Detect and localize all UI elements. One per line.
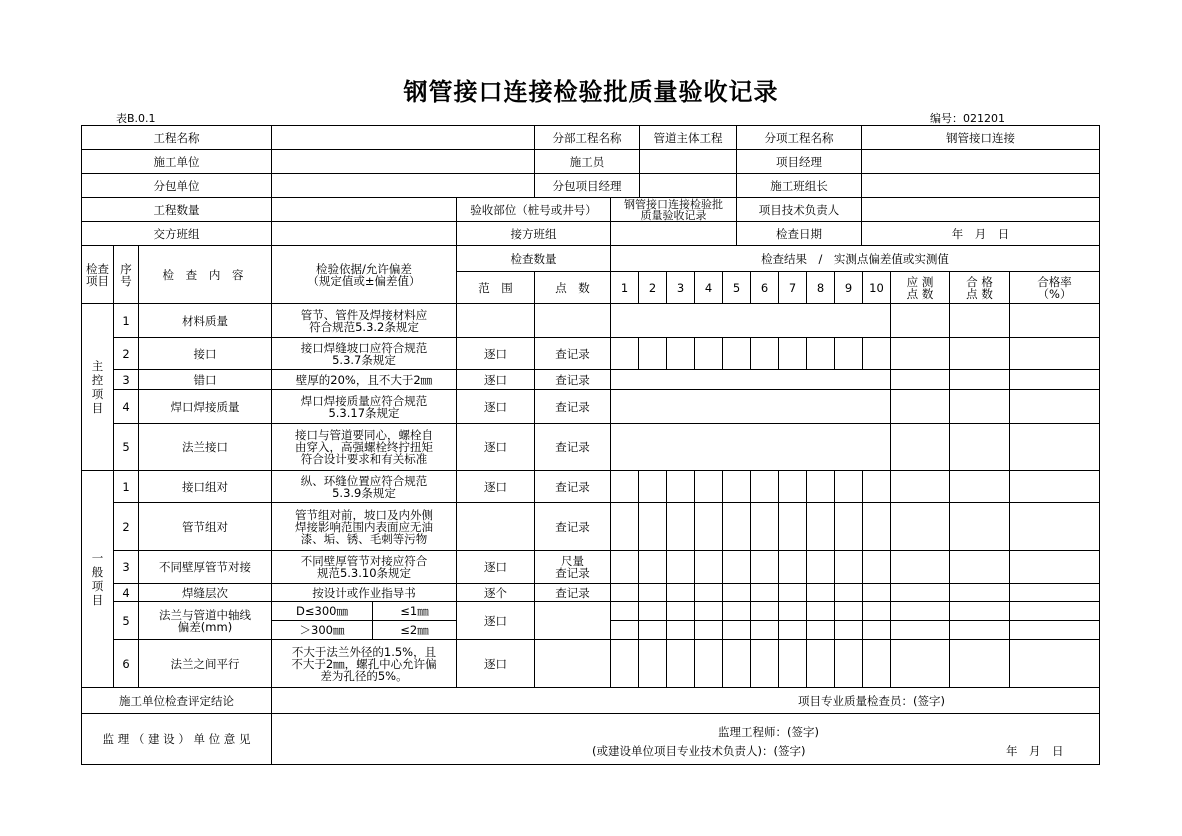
general-item-5-a-pass-points[interactable] — [949, 601, 1010, 621]
main-item-5-should-points[interactable] — [890, 423, 950, 471]
document-title: 钢管接口连接检验批质量验收记录 — [403, 78, 779, 106]
general-item-6-result-6[interactable] — [750, 639, 779, 688]
general-item-3-result-2[interactable] — [638, 550, 667, 584]
general-item-2-basis: 管节组对前，坡口及内外侧 焊接影响范围内表面应无油 漆、垢、锈、毛刺等污物 — [271, 502, 457, 551]
general-item-1-result-1[interactable] — [610, 470, 639, 503]
supervision-opinion-field[interactable] — [271, 713, 1100, 765]
label-acceptance-part: 验收部位（桩号或井号） — [456, 197, 611, 222]
col-category: 检查 项目 — [81, 245, 114, 304]
col-number-1: 1 — [610, 271, 639, 304]
main-item-4-should-points[interactable] — [890, 389, 950, 424]
general-item-6-range: 逐口 — [456, 639, 535, 688]
main-item-5-pass-rate[interactable] — [1009, 423, 1100, 471]
general-item-5-b-result-1[interactable] — [610, 620, 639, 640]
general-item-5-a-result-3[interactable] — [666, 601, 695, 621]
general-item-1-result-10[interactable] — [862, 470, 891, 503]
main-item-2-result-8[interactable] — [806, 337, 835, 370]
general-item-3-result-9[interactable] — [834, 550, 863, 584]
general-item-2-result-5[interactable] — [722, 502, 751, 551]
general-item-5-b-result-9[interactable] — [834, 620, 863, 640]
general-item-2-result-2[interactable] — [638, 502, 667, 551]
main-item-5-pass-points[interactable] — [949, 423, 1010, 471]
qc-inspector-signature-label: 项目专业质量检查员：(签字) — [798, 693, 945, 708]
col-number-3: 3 — [666, 271, 695, 304]
main-item-2-pass-points[interactable] — [949, 337, 1010, 370]
general-item-1-result-7[interactable] — [778, 470, 807, 503]
label-tech-lead: 项目技术负责人 — [736, 197, 862, 222]
general-item-6-content: 法兰之间平行 — [138, 639, 272, 688]
general-item-5-b-result-8[interactable] — [806, 620, 835, 640]
division-value: 管道主体工程 — [639, 125, 737, 150]
form-number: 表B.0.1 — [116, 112, 156, 125]
main-item-2-result-5[interactable] — [722, 337, 751, 370]
general-item-6-pass-rate[interactable] — [1009, 639, 1100, 688]
main-item-4-pass-points[interactable] — [949, 389, 1010, 424]
main-item-2-result-6[interactable] — [750, 337, 779, 370]
main-item-3-basis: 壁厚的20%，且不大于2㎜ — [271, 369, 457, 390]
general-item-4-pass-points[interactable] — [949, 583, 1010, 602]
general-item-3-result-10[interactable] — [862, 550, 891, 584]
label-subcontractor: 分包单位 — [81, 173, 272, 198]
general-item-2-result-7[interactable] — [778, 502, 807, 551]
main-item-2-should-points[interactable] — [890, 337, 950, 370]
main-item-5-range: 逐口 — [456, 423, 535, 471]
general-item-1-result-5[interactable] — [722, 470, 751, 503]
col-pass-points: 合 格 点 数 — [949, 271, 1010, 304]
general-item-3-result-8[interactable] — [806, 550, 835, 584]
general-item-2-result-3[interactable] — [666, 502, 695, 551]
general-item-1-pass-points[interactable] — [949, 470, 1010, 503]
general-item-5-range: 逐口 — [456, 601, 535, 640]
general-item-2-seq: 2 — [113, 502, 139, 551]
col-should-points: 应 测 点 数 — [890, 271, 950, 304]
project-name-field[interactable] — [271, 125, 535, 150]
main-item-2-result-3[interactable] — [666, 337, 695, 370]
general-item-6-pass-points[interactable] — [949, 639, 1010, 688]
label-division: 分部工程名称 — [534, 125, 640, 150]
general-item-4-points: 查记录 — [534, 583, 611, 602]
main-item-4-pass-rate[interactable] — [1009, 389, 1100, 424]
general-item-4-result-6[interactable] — [750, 583, 779, 602]
general-item-2-result-1[interactable] — [610, 502, 639, 551]
main-item-2-result-4[interactable] — [694, 337, 723, 370]
general-item-6-result-3[interactable] — [666, 639, 695, 688]
general-item-5-b-result-7[interactable] — [778, 620, 807, 640]
general-item-4-result-4[interactable] — [694, 583, 723, 602]
project-manager-field[interactable] — [861, 149, 1100, 174]
general-item-6-points[interactable] — [534, 639, 611, 688]
general-item-5-a-result-8[interactable] — [806, 601, 835, 621]
inspect-date-field[interactable]: 年 月 日 — [861, 221, 1100, 246]
general-item-5-a-result-7[interactable] — [778, 601, 807, 621]
general-item-5-b-result-4[interactable] — [694, 620, 723, 640]
general-item-3-range: 逐口 — [456, 550, 535, 584]
general-item-5-a-result-10[interactable] — [862, 601, 891, 621]
takeover-team-field[interactable] — [610, 221, 737, 246]
col-points: 点 数 — [534, 271, 611, 304]
subitem-value: 钢管接口连接 — [861, 125, 1100, 150]
main-item-2-content: 接口 — [138, 337, 272, 370]
general-item-4-should-points[interactable] — [890, 583, 950, 602]
quantity-field[interactable] — [271, 197, 457, 222]
general-item-1-result-9[interactable] — [834, 470, 863, 503]
general-item-6-result-10[interactable] — [862, 639, 891, 688]
col-number-2: 2 — [638, 271, 667, 304]
label-supervision-opinion: 监 理 （ 建 设 ） 单 位 意 见 — [81, 713, 272, 765]
general-item-2-result-6[interactable] — [750, 502, 779, 551]
main-item-1-range[interactable] — [456, 303, 535, 338]
general-item-1-result-6[interactable] — [750, 470, 779, 503]
general-item-4-result-7[interactable] — [778, 583, 807, 602]
general-item-4-seq: 4 — [113, 583, 139, 602]
general-item-3-pass-rate[interactable] — [1009, 550, 1100, 584]
label-quantity: 工程数量 — [81, 197, 272, 222]
team-leader-field[interactable] — [861, 173, 1100, 198]
general-item-6-basis: 不大于法兰外径的1.5%，且 不大于2㎜，螺孔中心允许偏 差为孔径的5%。 — [271, 639, 457, 688]
col-number-6: 6 — [750, 271, 779, 304]
general-item-1-result-8[interactable] — [806, 470, 835, 503]
general-item-6-result-2[interactable] — [638, 639, 667, 688]
tech-lead-field[interactable] — [861, 197, 1100, 222]
main-item-2-result-10[interactable] — [862, 337, 891, 370]
general-item-4-range: 逐个 — [456, 583, 535, 602]
general-item-2-content: 管节组对 — [138, 502, 272, 551]
general-item-3-result-7[interactable] — [778, 550, 807, 584]
col-pass-rate: 合格率 （%） — [1009, 271, 1100, 304]
label-project-manager: 项目经理 — [736, 149, 862, 174]
main-item-2-range: 逐口 — [456, 337, 535, 370]
general-item-5-basis-diameter-large: ＞300㎜ — [271, 620, 373, 640]
main-item-4-range: 逐口 — [456, 389, 535, 424]
general-item-1-result-3[interactable] — [666, 470, 695, 503]
general-item-3-result-3[interactable] — [666, 550, 695, 584]
label-team-leader: 施工班组长 — [736, 173, 862, 198]
main-item-4-points: 查记录 — [534, 389, 611, 424]
general-item-6-seq: 6 — [113, 639, 139, 688]
general-item-1-seq: 1 — [113, 470, 139, 503]
general-item-6-result-4[interactable] — [694, 639, 723, 688]
main-item-5-result-merged[interactable] — [610, 423, 891, 471]
main-item-1-seq: 1 — [113, 303, 139, 338]
general-item-5-b-result-2[interactable] — [638, 620, 667, 640]
main-item-4-basis: 焊口焊接质量应符合规范 5.3.17条规定 — [271, 389, 457, 424]
main-item-5-basis: 接口与管道要同心，螺栓自 由穿入，高强螺栓终拧扭矩 符合设计要求和有关标准 — [271, 423, 457, 471]
general-item-6-result-5[interactable] — [722, 639, 751, 688]
label-subitem: 分项工程名称 — [736, 125, 862, 150]
general-item-4-result-9[interactable] — [834, 583, 863, 602]
general-item-4-result-1[interactable] — [610, 583, 639, 602]
general-item-1-result-2[interactable] — [638, 470, 667, 503]
contractor-field[interactable] — [271, 149, 535, 174]
general-item-4-content: 焊缝层次 — [138, 583, 272, 602]
owner-tech-signature-label: (或建设单位项目专业技术负责人)：(签字) — [592, 744, 806, 758]
general-item-3-result-4[interactable] — [694, 550, 723, 584]
label-constructor: 施工员 — [534, 149, 640, 174]
main-item-3-result-merged[interactable] — [610, 369, 891, 390]
general-item-2-pass-rate[interactable] — [1009, 502, 1100, 551]
label-handover-team: 交方班组 — [81, 221, 272, 246]
main-item-2-pass-rate[interactable] — [1009, 337, 1100, 370]
main-item-3-content: 错口 — [138, 369, 272, 390]
col-number-4: 4 — [694, 271, 723, 304]
main-item-4-seq: 4 — [113, 389, 139, 424]
general-item-5-content: 法兰与管道中轴线 偏差(mm) — [138, 601, 272, 640]
acceptance-part-value: 钢管接口连接检验批 质量验收记录 — [610, 197, 737, 222]
general-item-5-b-result-10[interactable] — [862, 620, 891, 640]
general-item-3-result-6[interactable] — [750, 550, 779, 584]
general-item-1-points: 查记录 — [534, 470, 611, 503]
general-item-5-seq: 5 — [113, 601, 139, 640]
general-item-5-b-pass-points[interactable] — [949, 620, 1010, 640]
inspection-form-table — [82, 126, 1100, 765]
general-item-5-a-should-points[interactable] — [890, 601, 950, 621]
label-conclusion: 施工单位检查评定结论 — [81, 687, 272, 714]
general-item-5-a-result-2[interactable] — [638, 601, 667, 621]
serial-number: 编号：021201 — [930, 112, 1005, 125]
label-inspect-date: 检查日期 — [736, 221, 862, 246]
general-item-3-result-5[interactable] — [722, 550, 751, 584]
general-item-5-b-result-3[interactable] — [666, 620, 695, 640]
general-item-3-pass-points[interactable] — [949, 550, 1010, 584]
main-item-3-pass-points[interactable] — [949, 369, 1010, 390]
general-item-6-result-9[interactable] — [834, 639, 863, 688]
general-item-4-pass-rate[interactable] — [1009, 583, 1100, 602]
main-item-4-content: 焊口焊接质量 — [138, 389, 272, 424]
col-content: 检 查 内 容 — [138, 245, 272, 304]
main-item-3-should-points[interactable] — [890, 369, 950, 390]
conclusion-field[interactable] — [271, 687, 1100, 714]
main-item-2-seq: 2 — [113, 337, 139, 370]
general-item-2-result-9[interactable] — [834, 502, 863, 551]
main-item-1-should-points[interactable] — [890, 303, 950, 338]
general-item-3-basis: 不同壁厚管节对接应符合 规范5.3.10条规定 — [271, 550, 457, 584]
col-result: 检查结果 / 实测点偏差值或实测值 — [610, 245, 1100, 272]
general-item-1-pass-rate[interactable] — [1009, 470, 1100, 503]
general-item-2-should-points[interactable] — [890, 502, 950, 551]
main-item-2-result-1[interactable] — [610, 337, 639, 370]
label-project-name: 工程名称 — [81, 125, 272, 150]
general-item-2-result-8[interactable] — [806, 502, 835, 551]
label-contractor: 施工单位 — [81, 149, 272, 174]
general-item-5-b-should-points[interactable] — [890, 620, 950, 640]
general-item-1-should-points[interactable] — [890, 470, 950, 503]
main-item-3-seq: 3 — [113, 369, 139, 390]
main-section-label: 主 控 项 目 — [81, 303, 114, 471]
general-item-4-basis: 按设计或作业指导书 — [271, 583, 457, 602]
main-item-1-content: 材料质量 — [138, 303, 272, 338]
main-item-1-pass-rate[interactable] — [1009, 303, 1100, 338]
general-item-5-basis-diameter-small: D≤300㎜ — [271, 601, 373, 621]
general-item-1-range: 逐口 — [456, 470, 535, 503]
general-item-5-a-result-6[interactable] — [750, 601, 779, 621]
supervisor-signature-label: 监理工程师：(签字) — [718, 725, 819, 739]
general-item-3-result-1[interactable] — [610, 550, 639, 584]
general-item-2-range[interactable] — [456, 502, 535, 551]
main-item-5-content: 法兰接口 — [138, 423, 272, 471]
label-sub-pm: 分包项目经理 — [534, 173, 640, 198]
general-item-2-result-4[interactable] — [694, 502, 723, 551]
col-number-10: 10 — [862, 271, 891, 304]
general-item-5-a-result-1[interactable] — [610, 601, 639, 621]
main-item-2-result-7[interactable] — [778, 337, 807, 370]
col-seq: 序 号 — [113, 245, 139, 304]
general-item-5-a-result-9[interactable] — [834, 601, 863, 621]
col-number-7: 7 — [778, 271, 807, 304]
main-item-2-points: 查记录 — [534, 337, 611, 370]
general-item-5-basis-tolerance-large: ≤2㎜ — [372, 620, 457, 640]
handover-team-field[interactable] — [271, 221, 457, 246]
general-item-5-b-result-6[interactable] — [750, 620, 779, 640]
general-item-5-a-result-4[interactable] — [694, 601, 723, 621]
main-item-4-result-merged[interactable] — [610, 389, 891, 424]
general-item-1-basis: 纵、环缝位置应符合规范 5.3.9条规定 — [271, 470, 457, 503]
general-item-6-result-7[interactable] — [778, 639, 807, 688]
main-item-3-pass-rate[interactable] — [1009, 369, 1100, 390]
general-item-4-result-10[interactable] — [862, 583, 891, 602]
general-item-2-result-10[interactable] — [862, 502, 891, 551]
general-item-4-result-5[interactable] — [722, 583, 751, 602]
general-item-6-result-1[interactable] — [610, 639, 639, 688]
general-item-3-seq: 3 — [113, 550, 139, 584]
general-item-4-result-2[interactable] — [638, 583, 667, 602]
general-item-5-a-result-5[interactable] — [722, 601, 751, 621]
col-range: 范 围 — [456, 271, 535, 304]
label-takeover-team: 接方班组 — [456, 221, 611, 246]
col-number-9: 9 — [834, 271, 863, 304]
subcontractor-field[interactable] — [271, 173, 535, 198]
main-item-2-result-2[interactable] — [638, 337, 667, 370]
general-item-6-should-points[interactable] — [890, 639, 950, 688]
col-inspect-qty: 检查数量 — [456, 245, 611, 272]
main-item-5-points: 查记录 — [534, 423, 611, 471]
general-item-1-content: 接口组对 — [138, 470, 272, 503]
general-item-3-points: 尺量 查记录 — [534, 550, 611, 584]
general-item-5-basis-tolerance-small: ≤1㎜ — [372, 601, 457, 621]
general-item-2-pass-points[interactable] — [949, 502, 1010, 551]
main-item-5-seq: 5 — [113, 423, 139, 471]
general-item-4-result-8[interactable] — [806, 583, 835, 602]
col-basis: 检验依据/允许偏差 （规定值或±偏差值） — [271, 245, 457, 304]
general-item-6-result-8[interactable] — [806, 639, 835, 688]
main-item-2-basis: 接口焊缝坡口应符合规范 5.3.7条规定 — [271, 337, 457, 370]
main-item-1-basis: 管节、管件及焊接材料应 符合规范5.3.2条规定 — [271, 303, 457, 338]
sub-pm-field[interactable] — [639, 173, 737, 198]
general-item-4-result-3[interactable] — [666, 583, 695, 602]
constructor-field[interactable] — [639, 149, 737, 174]
main-item-2-result-9[interactable] — [834, 337, 863, 370]
main-item-1-points[interactable] — [534, 303, 611, 338]
col-number-8: 8 — [806, 271, 835, 304]
main-item-3-range: 逐口 — [456, 369, 535, 390]
general-item-5-b-result-5[interactable] — [722, 620, 751, 640]
general-item-2-points: 查记录 — [534, 502, 611, 551]
main-item-3-points: 查记录 — [534, 369, 611, 390]
supervision-date: 年 月 日 — [1006, 744, 1064, 758]
general-item-1-result-4[interactable] — [694, 470, 723, 503]
general-item-5-b-pass-rate[interactable] — [1009, 620, 1100, 640]
general-section-label: 一 般 项 目 — [81, 470, 114, 688]
general-item-5-points[interactable] — [534, 601, 611, 640]
main-item-1-result-merged[interactable] — [610, 303, 891, 338]
general-item-5-a-pass-rate[interactable] — [1009, 601, 1100, 621]
col-number-5: 5 — [722, 271, 751, 304]
general-item-3-content: 不同壁厚管节对接 — [138, 550, 272, 584]
general-item-3-should-points[interactable] — [890, 550, 950, 584]
main-item-1-pass-points[interactable] — [949, 303, 1010, 338]
